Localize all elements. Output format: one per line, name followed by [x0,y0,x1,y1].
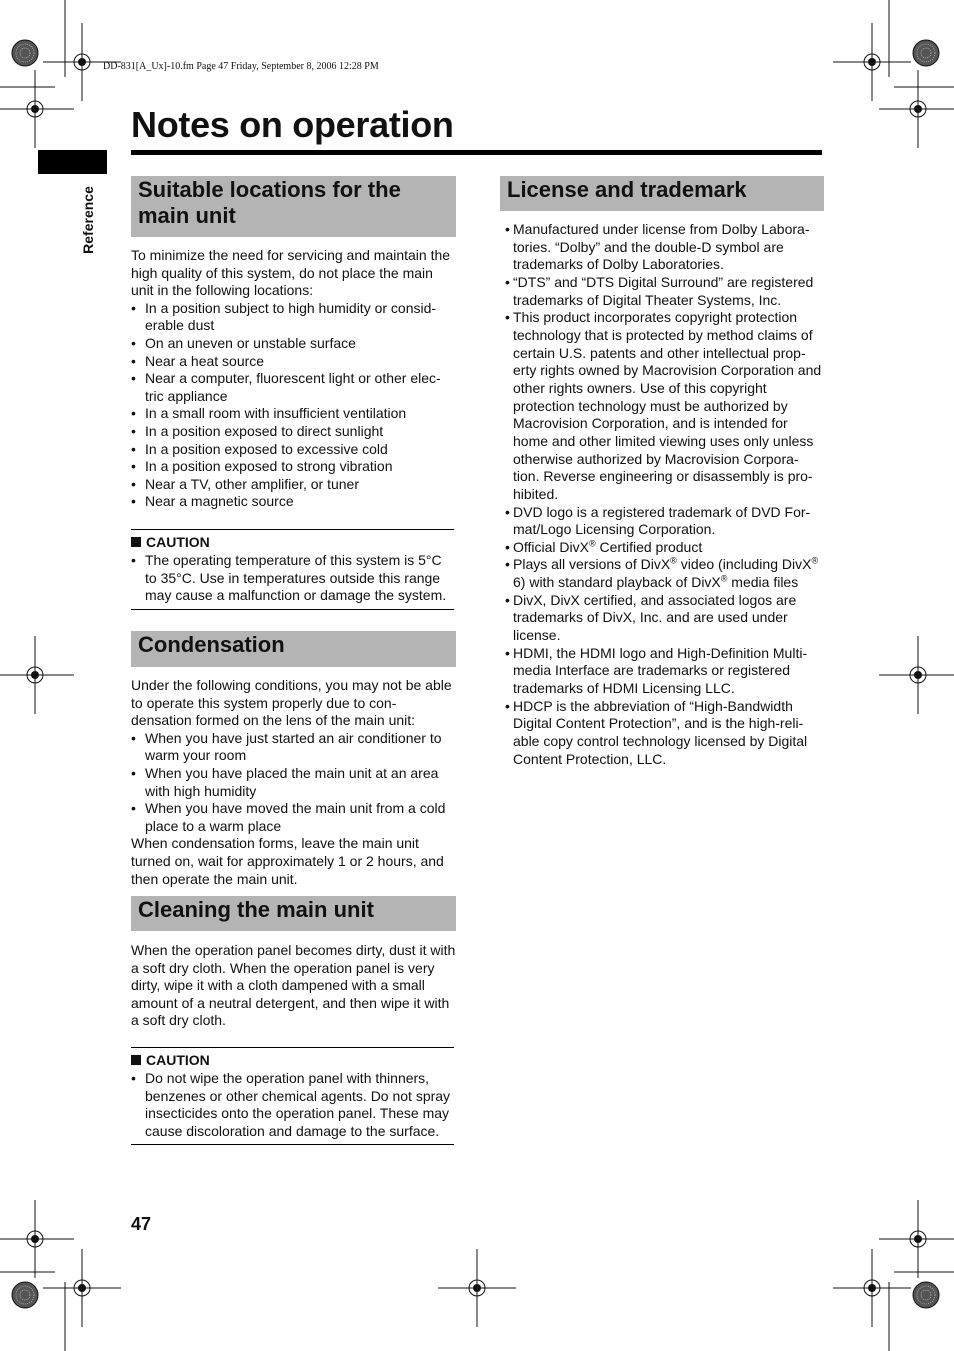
suitable-list [131,300,456,511]
side-section-label: Reference [80,186,96,254]
list-item: • HDMI, the HDMI logo and High-Definition Multi-media Interface are trademarks or registered trademarks of HDMI Licensing LLC. [500,645,824,698]
cleaning-body [131,942,456,1030]
list-item: • In a position exposed to excessive cold [131,441,456,459]
page-number: 47 [131,1214,152,1234]
title-rule [131,150,822,155]
list-item: • Near a heat source [131,353,456,371]
caution-box-cleaning [131,1047,454,1145]
list-item: • When you have just started an air conditioner to warm your room [131,730,456,765]
list-item: • Near a TV, other amplifier, or tuner [131,476,456,494]
license-body [500,221,824,768]
list-item: • “DTS” and “DTS Digital Surround” are registered trademarks of Digital Theater Systems, Inc. [500,274,824,309]
print-header: DD-831[A_Ux]-10.fm Page 47 Friday, September 8, 2006 12:28 PM [103,61,379,72]
condensation-outro: When condensation forms, leave the main unit turned on, wait for approximately 1 or 2 hours, and then operate the main unit. [131,835,444,887]
section-heading-suitable: Suitable locations for the main unit [131,176,456,237]
condensation-body [131,677,456,888]
list-item: • Near a computer, fluorescent light or other elec-tric appliance [131,370,456,405]
list-item: • Near a magnetic source [131,493,456,511]
caution-item: • Do not wipe the operation panel with thinners, benzenes or other chemical agents. Do not spray insecticides onto the operation panel. These may cause discoloration and damage to the surface. [131,1070,454,1140]
side-tab-marker [38,150,107,174]
list-item: • DivX, DivX certified, and associated logos are trademarks of DivX, Inc. and are used under license. [500,592,824,645]
list-item: • In a position subject to high humidity or consid-erable dust [131,300,456,335]
section-heading-condensation: Condensation [131,631,456,667]
caution-square-icon [131,1055,141,1065]
license-list [500,221,824,768]
list-item: • On an uneven or unstable surface [131,335,456,353]
condensation-list [131,730,456,836]
list-item: • This product incorporates copyright protection technology that is protected by method claims of certain U.S. patents and other intellectual prop-erty rights owned by Macrovision Corporation and other rights owners. Use of this copyright protection technology must be authorized by Macrovision Corporation, and is intended for home and other limited viewing uses only unless otherwise authorized by Macrovision Corpora-tion. Reverse engineering or disassembly is pro-hibited. [500,309,824,503]
condensation-intro: Under the following conditions, you may not be able to operate this system properly due to con-densation formed on the lens of the main unit: [131,677,452,729]
list-item-divx-official: • Official DivX® Certified product [500,539,824,557]
caution-title: CAUTION [146,534,210,550]
section-heading-license: License and trademark [500,176,824,211]
list-item: • When you have moved the main unit from a cold place to a warm place [131,800,456,835]
list-item: • DVD logo is a registered trademark of DVD For-mat/Logo Licensing Corporation. [500,504,824,539]
suitable-locations-body [131,247,456,511]
cleaning-text: When the operation panel becomes dirty, dust it with a soft dry cloth. When the operation panel is very dirty, wipe it with a cloth dampened with a small amount of a neutral detergent, and then wipe it with a soft dry cloth. [131,942,456,1029]
list-item: • In a position exposed to direct sunlight [131,423,456,441]
list-item-divx-versions: • Plays all versions of DivX® video (including DivX® 6) with standard playback of DivX® media files [500,556,824,591]
list-item: • HDCP is the abbreviation of “High-Bandwidth Digital Content Protection”, and is the high-reli-able copy control technology licensed by Digital Content Protection, LLC. [500,698,824,769]
suitable-intro: To minimize the need for servicing and maintain the high quality of this system, do not place the main unit in the following locations: [131,247,451,299]
caution-item: • The operating temperature of this system is 5°C to 35°C. Use in temperatures outside this range may cause a malfunction or damage the system. [131,552,454,605]
caution-box-temperature [131,529,454,610]
caution-title: CAUTION [146,1052,210,1068]
list-item: • In a small room with insufficient ventilation [131,405,456,423]
list-item: • Manufactured under license from Dolby Labora-tories. “Dolby” and the double-D symbol are trademarks of Dolby Laboratories. [500,221,824,274]
page-title: Notes on operation [131,104,454,145]
section-heading-cleaning: Cleaning the main unit [131,896,456,931]
list-item: • When you have placed the main unit at an area with high humidity [131,765,456,800]
list-item: • In a position exposed to strong vibration [131,458,456,476]
caution-square-icon [131,537,141,547]
